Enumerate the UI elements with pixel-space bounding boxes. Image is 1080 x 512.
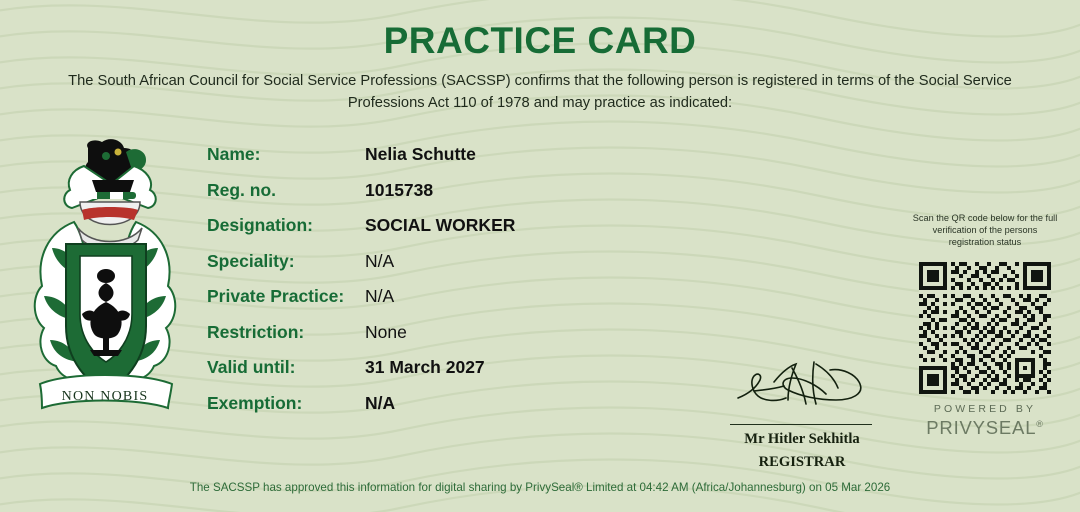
- detail-value: 31 March 2027: [365, 357, 485, 377]
- detail-label: Valid until:: [207, 357, 296, 377]
- detail-value: SOCIAL WORKER: [365, 215, 516, 235]
- table-row: [207, 357, 727, 393]
- detail-value: N/A: [365, 286, 395, 306]
- approval-footer-text: The SACSSP has approved this information for digital sharing by PrivySeal® Limited at 04:42 AM (Africa/Johannesburg) on 05 Mar 2026: [189, 481, 891, 494]
- detail-value: N/A: [365, 250, 395, 271]
- detail-label: Restriction:: [207, 321, 305, 342]
- sacssp-coat-of-arms-icon: [22, 136, 188, 416]
- table-row: [207, 322, 727, 358]
- detail-value: None: [365, 321, 407, 342]
- detail-value: Nelia Schutte: [365, 144, 476, 164]
- powered-by-label: POWERED BY: [933, 403, 1037, 415]
- detail-label: Designation:: [207, 215, 313, 235]
- powered-by-privyseal: [917, 403, 1053, 439]
- confirmation-statement: The South African Council for Social Service Professions (SACSSP) confirms that the following person is registered in terms of the Social Service Professions Act 110 of 1978 and may practice as indicated:: [68, 73, 1012, 111]
- signature-line: [730, 424, 872, 425]
- detail-value: N/A: [365, 392, 396, 413]
- registration-details-table: [207, 144, 727, 428]
- qr-instruction-text: Scan the QR code below for the full verification of the persons registration status: [912, 213, 1058, 247]
- detail-label: Exemption:: [207, 392, 303, 413]
- table-row: [207, 251, 727, 287]
- detail-label: Name:: [207, 144, 261, 164]
- table-row: [207, 393, 727, 429]
- privyseal-wordmark: [917, 417, 1053, 439]
- detail-label: Speciality:: [207, 250, 295, 271]
- page-title: PRACTICE CARD: [383, 20, 697, 61]
- table-row: [207, 286, 727, 322]
- table-row: [207, 215, 727, 251]
- detail-label: Reg. no.: [207, 179, 277, 200]
- registrar-name: Mr Hitler Sekhitla: [744, 431, 860, 447]
- crest-motto-text: NON NOBIS: [61, 389, 149, 404]
- table-row: [207, 180, 727, 216]
- qr-code-icon[interactable]: [919, 262, 1051, 394]
- registrar-role: REGISTRAR: [758, 454, 846, 470]
- table-row: [207, 144, 727, 180]
- registered-mark: ®: [1036, 418, 1044, 429]
- detail-label: Private Practice:: [207, 286, 345, 306]
- handwritten-signature-icon: [730, 358, 875, 410]
- privyseal-brand-text: PRIVYSEAL: [926, 417, 1037, 438]
- detail-value: 1015738: [365, 179, 434, 200]
